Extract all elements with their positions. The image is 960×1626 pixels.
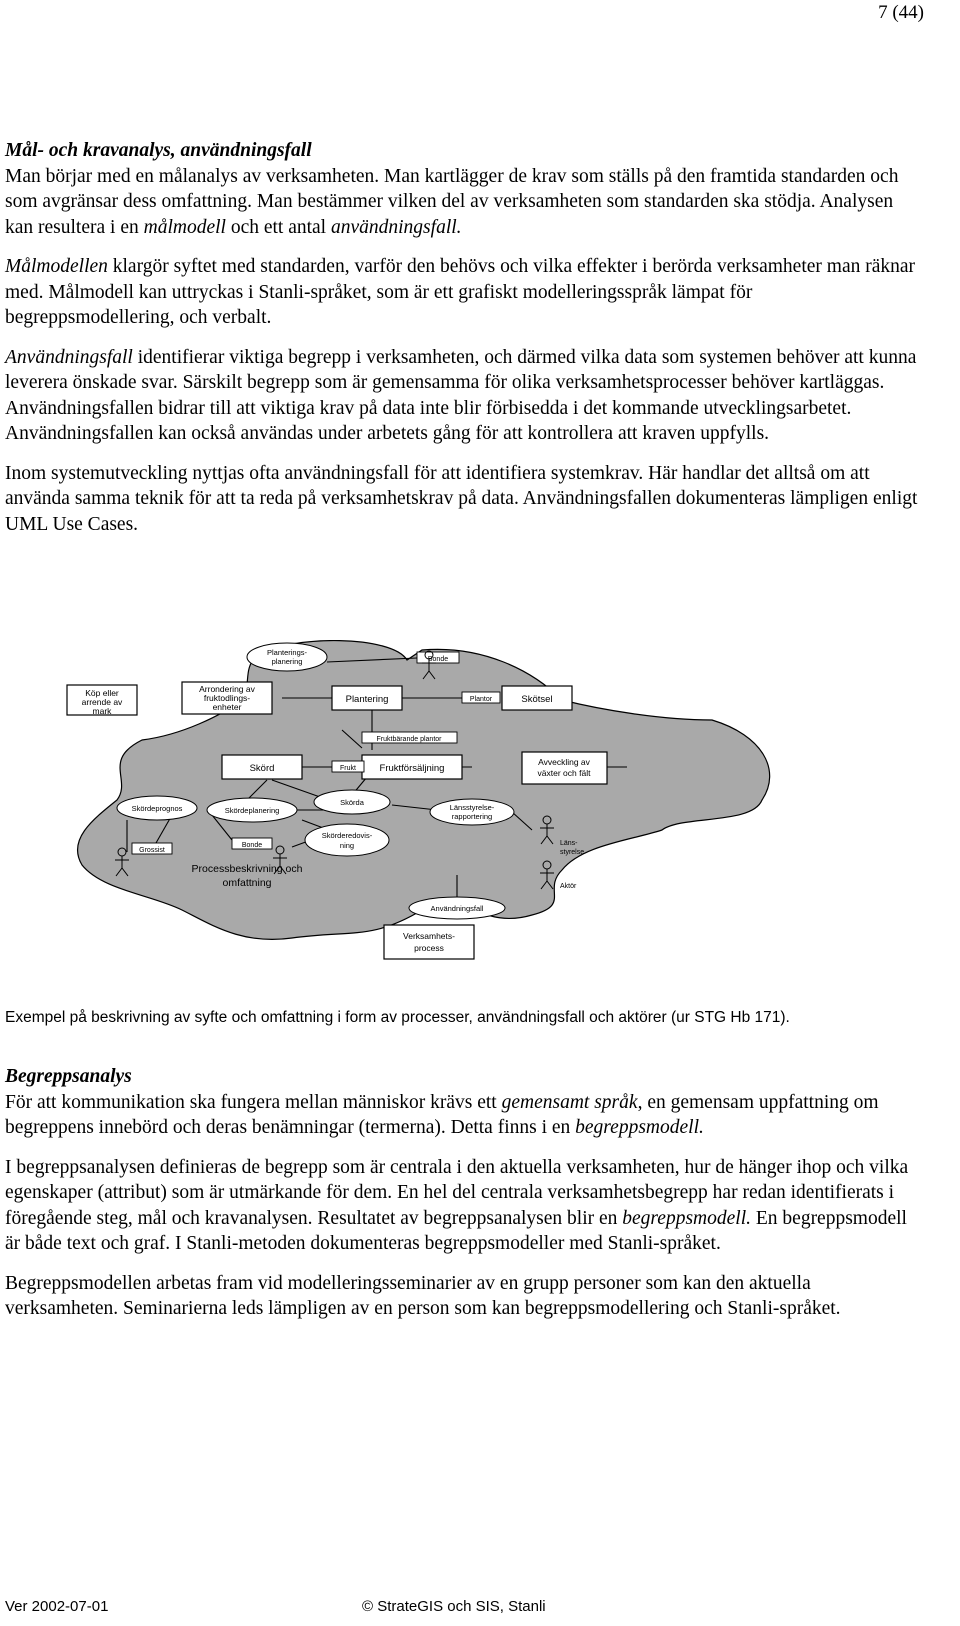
page-number: 7 (44) [878, 2, 924, 23]
legend-usecase [409, 897, 505, 919]
svg-text:Skörda: Skörda [340, 798, 364, 807]
paragraph [5, 254, 925, 331]
actor-bonde-low: Bonde [241, 842, 263, 849]
usecase-skorderedovisning [305, 824, 389, 856]
scope-label: Processbeskrivning och [191, 863, 303, 875]
svg-text:Skördeprognos: Skördeprognos [131, 804, 183, 813]
svg-text:Användningsfall: Användningsfall [430, 904, 484, 913]
svg-text:enheter: enheter [212, 702, 242, 712]
section-heading: Mål- och kravanalys, användningsfall [5, 140, 312, 161]
svg-text:Länsstyrelse-: Länsstyrelse- [449, 803, 495, 812]
actor-fruktbarande: Fruktbärande plantor [376, 736, 442, 743]
actor-bonde-top: Bonde [427, 656, 449, 663]
text-run: För att kommunikation ska fungera mellan människor krävs ett [5, 1091, 502, 1113]
actor-plantor: Plantor [469, 696, 493, 703]
svg-text:fruktodlings-: fruktodlings- [203, 693, 251, 703]
actor-frukt: Frukt [340, 765, 356, 772]
usecase-skordeprognos [117, 796, 197, 820]
footer-version: Ver 2002-07-01 [5, 1598, 109, 1615]
svg-text:Planterings-: Planterings- [266, 648, 308, 657]
svg-text:Avveckling av: Avveckling av [538, 757, 590, 767]
text-run: I begreppsanalysen definieras de begrepp som är centrala i den aktuella verksamheten, hur de hänger ihop och vilka egenskaper (attribut) som är utmärkande för dem. En hel del centrala verksamhetsbegrepp har redan identifierats i föregående steg, mål och kravanalysen. Resultatet av begreppsanalysen blir en [5, 1156, 909, 1229]
actor-grossist: Grossist [139, 847, 165, 854]
process-avveckling [522, 752, 607, 784]
paragraph [5, 1155, 925, 1257]
svg-text:rapportering: rapportering [451, 812, 493, 821]
term-anvandningsfall: användningsfall. [330, 216, 462, 238]
svg-text:Arrondering av: Arrondering av [199, 684, 255, 694]
svg-text:Skördeplanering: Skördeplanering [224, 806, 280, 815]
svg-text:mark: mark [92, 706, 112, 716]
paragraph: Begreppsmodellen arbetas fram vid modelleringsseminarier av en grupp personer som kan den aktuella verksamheten. Seminarierna leds lämpligen av en person som kan begreppsmodellering och Stanli-språket. [5, 1272, 841, 1319]
svg-text:omfattning: omfattning [222, 877, 272, 889]
svg-text:process: process [414, 943, 444, 953]
svg-text:planering: planering [271, 657, 303, 666]
process-skord [222, 755, 302, 779]
svg-text:Skötsel: Skötsel [521, 694, 553, 705]
svg-text:Verksamhets-: Verksamhets- [403, 931, 455, 941]
text-run: och ett antal [225, 216, 331, 238]
svg-text:Skörd: Skörd [249, 763, 275, 774]
paragraph [5, 1090, 925, 1141]
text-run: klargör syftet med standarden, varför den behövs och vilka effekter i berörda verksamheter man räknar med. Målmodell kan uttryckas i Stanli-språket, som är ett grafiskt modelleringsspråk lämpat för begreppsmodellering, och verbalt. [5, 256, 916, 328]
term-anvandningsfall: Användningsfall [5, 346, 133, 368]
process-plantering [332, 686, 402, 710]
section-mal-kravanalys [5, 138, 925, 537]
usecase-skorda [314, 790, 390, 814]
process-kop [67, 685, 137, 716]
term-malmodell: målmodell [143, 216, 226, 238]
scope-area [77, 641, 769, 940]
svg-text:Skörderedovis-: Skörderedovis- [321, 831, 373, 840]
process-diagram [62, 640, 797, 995]
term-gemensamt-sprak: gemensamt språk [501, 1091, 638, 1113]
section-begreppsanalys [5, 1064, 925, 1322]
actor-lansstyrelse: Läns- [560, 840, 578, 847]
svg-text:styrelse: styrelse [560, 849, 585, 856]
term-begreppsmodell: begreppsmodell. [622, 1207, 751, 1229]
legend-process [384, 925, 474, 959]
legend-actor: Aktör [560, 883, 577, 890]
process-arrondering [182, 682, 272, 714]
paragraph [5, 164, 925, 241]
text-run: Man börjar med en målanalys av verksamheten. Man kartlägger de krav som ställs på den framtida standarden och som avgränsar dess omfattning. Man bestämmer vilken del av verksamheten som standarden ska stödja. Analysen kan resultera i en [5, 165, 899, 238]
paragraph: Inom systemutveckling nyttjas ofta användningsfall för att identifiera systemkrav. Här handlar det alltså om att använda samma teknik för att ta reda på verksamhetskrav på data. Användningsfallen dokumenteras lämpligen enligt UML Use Cases. [5, 462, 918, 535]
text-run: , en gemensam uppfattning om begreppens innebörd och deras benämningar (termerna). Detta finns i en [5, 1091, 879, 1138]
section-heading: Begreppsanalys [5, 1066, 132, 1087]
text-run: identifierar viktiga begrepp i verksamheten, och därmed vilka data som systemen behöver att kunna leverera önskade svar. Särskilt begrepp som är gemensamma för olika verksamhetsprocesser behöver kartläggas. Användningsfallen bidrar till att viktiga krav på data inte blir förbisedda i det kommande utvecklingsarbetet. Användningsfallen kan också användas under arbetets gång för att kontrollera att kraven uppfylls. [5, 346, 917, 444]
usecase-skordeplanering [207, 798, 297, 822]
footer-copyright: © StrateGIS och SIS, Stanli [362, 1598, 546, 1615]
paragraph [5, 345, 925, 447]
text-run: En begreppsmodell är både text och graf. I Stanli-metoden dokumenteras begreppsmodeller med Stanli-språket. [5, 1207, 907, 1254]
term-malmodellen: Målmodellen [5, 256, 108, 277]
svg-text:ning: ning [339, 841, 355, 850]
svg-text:arrende av: arrende av [81, 697, 123, 707]
svg-text:Fruktförsäljning: Fruktförsäljning [379, 763, 445, 774]
usecase-planteringsplanering [247, 643, 327, 671]
process-label: Köp eller [85, 688, 119, 698]
usecase-lansstyrelse-rapport [430, 799, 514, 825]
term-begreppsmodell: begreppsmodell. [575, 1117, 704, 1138]
svg-text:Plantering: Plantering [345, 694, 389, 705]
figure-caption: Exempel på beskrivning av syfte och omfattning i form av processer, användningsfall och aktörer (ur STG Hb 171). [5, 1009, 790, 1026]
process-fruktforsaljning [362, 755, 462, 779]
svg-text:växter och fält: växter och fält [537, 768, 591, 778]
process-skotsel [502, 686, 572, 710]
